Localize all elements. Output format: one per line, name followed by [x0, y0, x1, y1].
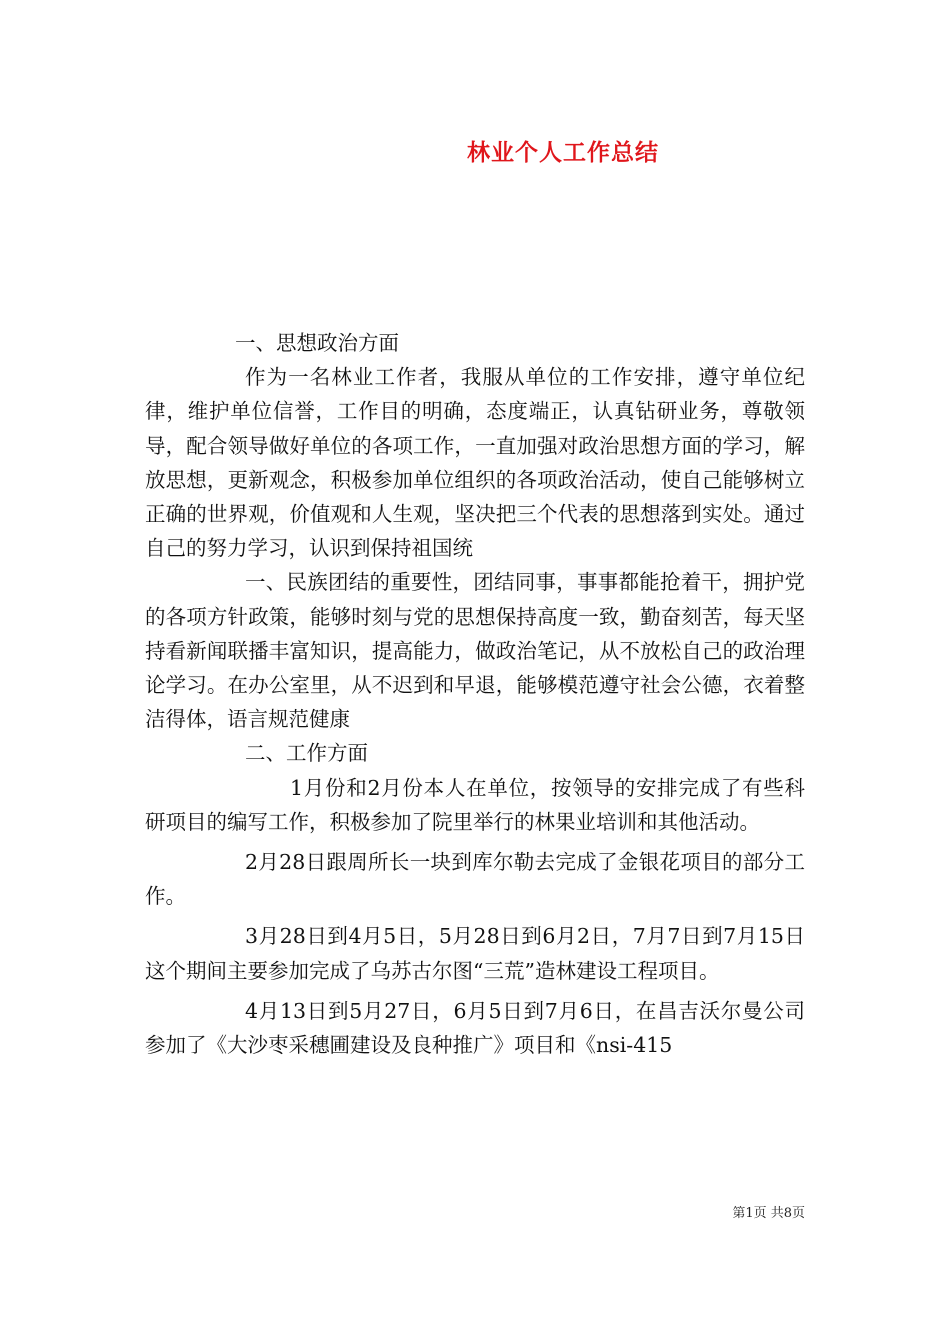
- page-number: 第1页 共8页: [732, 1206, 805, 1221]
- document-title: 林业个人工作总结: [467, 139, 659, 166]
- paragraph: 2月28日跟周所长一块到库尔勒去完成了金银花项目的部分工作。: [145, 850, 805, 909]
- paragraph: 作为一名林业工作者，我服从单位的工作安排，遵守单位纪律，维护单位信誉，工作目的明确，态度端正，认真钻研业务，尊敬领导，配合领导做好单位的各项工作，一直加强对政治思想方面的学习，解放思想，更新观念，积极参加单位组织的各项政治活动，使自己能够树立正确的世界观，价值观和人生观，坚决把三个代表的思想落到实处。通过自己的努力学习，认识到保持祖国统: [145, 365, 805, 561]
- paragraph: 一、民族团结的重要性，团结同事，事事都能抢着干，拥护党的各项方针政策，能够时刻与党的思想保持高度一致，勤奋刻苦，每天坚持看新闻联播丰富知识，提高能力，做政治笔记，从不放松自己的政治理论学习。在办公室里，从不迟到和早退，能够模范遵守社会公德，衣着整洁得体，语言规范健康: [145, 570, 805, 732]
- section-heading-politics: 一、思想政治方面: [235, 331, 399, 355]
- paragraph: 3月28日到4月5日，5月28日到6月2日，7月7日到7月15日这个期间主要参加完成了乌苏古尔图“三荒”造林建设工程项目。: [145, 924, 805, 983]
- paragraph: 4月13日到5月27日，6月5日到7月6日，在昌吉沃尔曼公司参加了《大沙枣采穗圃建设及良种推广》项目和《nsi-415: [145, 998, 805, 1058]
- section-heading-work: 二、工作方面: [245, 741, 368, 766]
- document-body: [145, 326, 805, 1062]
- paragraph: 1月份和2月份本人在单位，按领导的安排完成了有些科研项目的编写工作，积极参加了院里举行的林果业培训和其他活动。: [145, 775, 805, 834]
